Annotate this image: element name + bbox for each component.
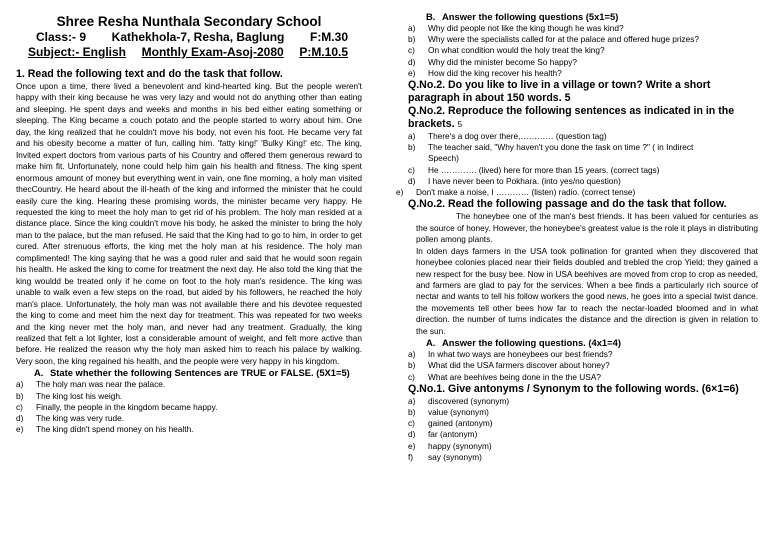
list-item: e) How did the king recover his health? [408,67,562,78]
school-name: Shree Resha Nunthala Secondary School [56,14,322,29]
list-item: d) The king was very rude. [16,412,125,423]
list-item: e) The king didn't spend money on his health. [16,424,194,435]
list-item: b) value (synonym) [408,407,489,418]
list-item: d) far (antonym) [408,429,478,440]
list-item: f) say (synonym) [408,451,482,462]
list-item: c) gained (antonym) [408,418,493,429]
question-3-title: Q.No.2. Reproduce the following sentences as indicated in in the brackets. 5 [408,105,735,131]
honeybee-para-2: In olden days farmers in the USA took pollination for granted when they discovered that honeybee colonies placed near their fields doubled and trebled the crop Yield; they gained a new respect for the busy bee. Now in USA beehives are moved from crop to crop as needed, and farmers are glad to pay for the services. When a bee finds a particularly rich source of nectar and wants to tell his follow workers the good news, he goes into a special twist dance. the movements tell other bees how far to reach the nectar-loaded bloomed and in what direction. the number of turns indicates the distance and the direction is given in relation to the sun. [416,245,758,336]
list-item: a) discovered (synonym) [408,395,510,406]
subject-label: Subject:- English [28,45,127,59]
class-row [16,30,362,44]
list-item: a) There's a dog over there,………… (question tag) [408,131,607,142]
section-title: State whether the following Sentences are TRUE or FALSE. (5X1=5) [50,367,350,379]
section-1b-heading [408,11,758,23]
list-item: c) Finally, the people in the kingdom became happy. [16,401,218,412]
list-item: c) He …………. (lived) here for more than 15 years. (correct tags) [408,164,660,175]
list-item: e) Don't make a noise, I ………… (listen) radio. (correct tense) [396,187,636,198]
section-letter: A. [426,337,436,349]
question-2-title: Q.No.2. Do you like to live in a village or town? Write a short paragraph in about 150 words. 5 [408,79,711,105]
list-item: b) What did the USA farmers discover about honey? [408,360,610,371]
section-letter: B. [426,11,436,22]
list-item: a) In what two ways are honeybees our best friends? [408,349,613,360]
honeybee-questions-list [408,349,758,383]
list-item: b) The king lost his weigh. [16,390,123,401]
question-1-title: 1. Read the following text and do the task that follow. [16,68,283,80]
king-passage: Once upon a time, there lived a benevolent and kind-hearted king. But the people weren't happy with their king because he was very lazy and would not do anything other than eating and sleeping. He spent days and weeks and months in his bed either eating something or sleeping. The King became a couch potato and the people started to worry about him. One day, the king realized that he couldn't move his body, not even his foot. He became very fat and his obesity become a matter of fun, calling him. 'fatty king!' 'Bulky King!' etc. The king, Invited expert doctors from various parts of his Country and offered them generous reward to make him fit. Unfortunately, none could help him gain his health and fitness. The king spent enormous amount of money but everything went in vain, one fine morning, a holy man visited thecCountry. He heard about the ill-heath of the king and informed the minister that he could easily cure the king. Hearing these promising words, the minister became very happy. He requested the king to meet the holy man to get rid of his problem. The holy man resided at a distance place. Since the king couldn't move his body, he asked the minister to bring the holy man to the palace, but the man refused. He said that the King had to go to him, in order to get cured. After strenuous efforts, the king met the holy man at his residence. The holy man complimented! The king saying that he was a good ruler and said that he would soon regain his health. He asked the king to come for treatment the next day. He also told the king that the king wouldd be treated only if he come on foot to the holy man's residence. The king was unable to walk even a few steps on the road, but aided by his followers, he reached the holy man's place. Unfortunately, the holy man was not available there and his devotee requested the king to come and meet him the next day for treatment. This was repeated for two weeks and the king never met the holy man, and never had any treatment. Gradually, the king realized that felt a lot lighter, lost a considerable amount of weight, and felt more active than before. He realized the reason why the holy man asked him to reach his palace by walking. Very soon, the king regained his health, and the people were very happy in his kingdom. [16,81,362,366]
grammar-list [396,131,758,198]
list-item: a) The holy man was near the palace. [16,379,166,390]
list-item: c) On what condition would the holy treat the king? [408,45,605,56]
true-false-list [16,379,362,435]
subject-row [16,45,362,59]
exam-label: Monthly Exam-Asoj-2080 [141,45,284,59]
list-item: b) The teacher said, "Why haven't you done the task on time ?" ( in Indirect Speech) [408,142,694,164]
short-answer-list [408,23,758,79]
section-letter: A. [34,367,44,379]
marks-label: 5 [457,119,463,130]
address-label: Kathekhola-7, Resha, Baglung [111,30,285,44]
class-label: Class:- 9 [36,30,87,44]
question-5-title: Q.No.1. Give antonyms / Synonym to the following words. (6×1=6) [408,382,739,395]
pass-marks: P:M.10.5 [299,45,348,59]
full-marks: F:M.30 [309,30,348,44]
right-column [396,0,758,463]
list-item: d) Why did the minister become So happy? [408,56,577,67]
section-4a-heading [408,337,758,349]
question-4-title: Q.No.2. Read the following passage and do the task that follow. [408,198,727,211]
list-item: c) What are beehives being done in the the USA? [408,371,601,382]
section-title: Answer the following questions (5x1=5) [442,11,619,22]
section-1a-heading [16,367,362,379]
list-item: b) Why were the specialists called for at the palace and offered huge prizes? [408,34,700,45]
list-item: d) I have never been to Pokhara. (into yes/no question) [408,175,621,186]
honeybee-para-1: The honeybee one of the man's best friends. It has been valued for centuries as the source of honey. However, the honeybee's greatest value is the role it plays in distributing pollen among plants. [416,211,758,245]
vocabulary-list [408,396,758,463]
section-title: Answer the following questions. (4x1=4) [442,337,621,349]
left-column [16,0,362,435]
list-item: e) happy (synonym) [408,440,492,451]
list-item: a) Why did people not like the king though he was kind? [408,23,624,33]
exam-header [16,14,362,59]
